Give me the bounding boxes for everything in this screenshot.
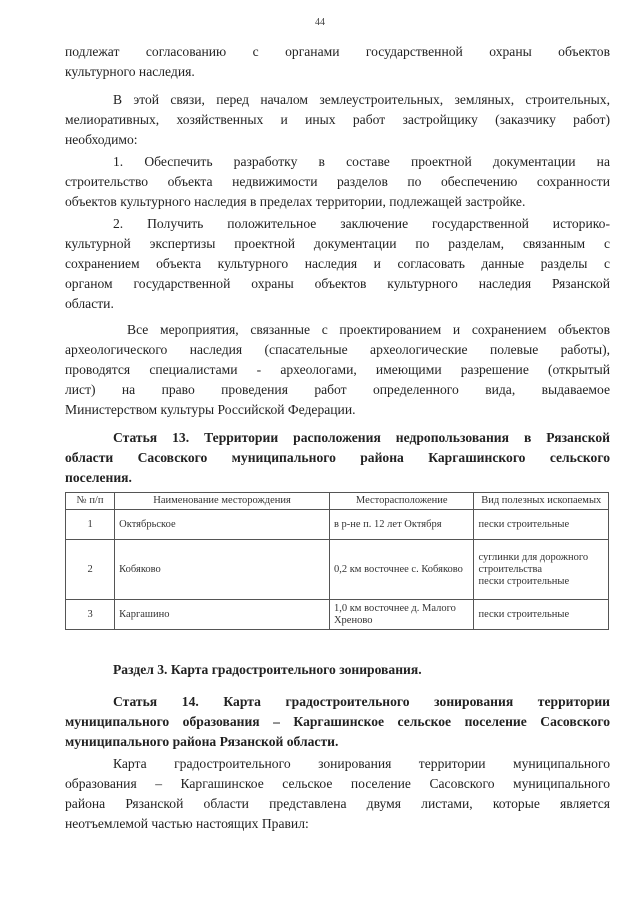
paragraph-item-2: 2. Получить положительное заключение государственной историко- культурной экспертизы проектной документации по разделам, связанным с сохранением объекта культурного наследия и согласовать данные разделы с органом государственной охраны объектов культурного наследия Рязанской области. (65, 216, 610, 311)
deposit-name: Каргашино (115, 600, 330, 630)
table-header-row (66, 493, 609, 510)
paragraph-item-1: 1. Обеспечить разработку в составе проектной документации на строительство объекта недвижимости разделов по обеспечению сохранности объектов культурного наследия в пределах территории, подлежащей застройке. (65, 154, 610, 209)
paragraph-1: подлежат согласованию с органами государственной охраны объектов культурного наследия. (65, 44, 610, 79)
deposit-type: суглинки для дорожного строительства (478, 551, 589, 575)
paragraph-zoning-map: Карта градостроительного зонирования территории муниципального образования – Каргашинское сельское поселение Сасовского муниципального района Рязанской области представлена двумя листами, которые является неотъемлемой частью настоящих Правил: (65, 756, 610, 831)
deposit-type: пески строительные (474, 600, 609, 630)
row-number: 1 (66, 510, 115, 540)
column-header-number: № п/п (66, 493, 115, 510)
deposits-table (65, 492, 609, 630)
table-row (66, 540, 609, 600)
paragraph-2: В этой связи, перед началом землеустроительных, земляных, строительных, мелиоративных, хозяйственных и иных работ застройщику (заказчику работ) необходимо: (65, 92, 610, 147)
row-number: 3 (66, 600, 115, 630)
column-header-name: Наименование месторождения (115, 493, 330, 510)
column-header-types: Вид полезных ископаемых (474, 493, 609, 510)
column-header-location: Месторасположение (329, 493, 474, 510)
row-number: 2 (66, 540, 115, 600)
article-14-heading: Статья 14. Карта градостроительного зонирования территории муниципального образования – Каргашинское сельское поселение Сасовского муниципального района Рязанской области. (65, 694, 610, 749)
deposit-types (474, 540, 609, 600)
page-number: 44 (315, 17, 325, 28)
deposit-name: Кобяково (115, 540, 330, 600)
section-3-heading: Раздел 3. Карта градостроительного зонирования. (113, 662, 422, 677)
deposit-location: в р-не п. 12 лет Октября (329, 510, 474, 540)
deposit-name: Октябрьское (115, 510, 330, 540)
deposit-location: 1,0 км восточнее д. Малого Хреново (329, 600, 474, 630)
table-row (66, 510, 609, 540)
deposit-type: пески строительные (478, 575, 570, 587)
paragraph-archaeology: Все мероприятия, связанные с проектированием и сохранением объектов археологического наследия (спасательные археологические полевые работы), проводятся специалистами - археологами, имеющими разрешение (открытый лист) на право проведения работ определенного вида, выдаваемое Министерством культуры Российской Федерации. (65, 322, 610, 417)
article-13-heading: Статья 13. Территории расположения недропользования в Рязанской области Сасовского муниципального района Каргашинского сельского поселения. (65, 430, 610, 485)
deposit-location: 0,2 км восточнее с. Кобяково (329, 540, 474, 600)
table-row (66, 600, 609, 630)
deposit-type: пески строительные (474, 510, 609, 540)
